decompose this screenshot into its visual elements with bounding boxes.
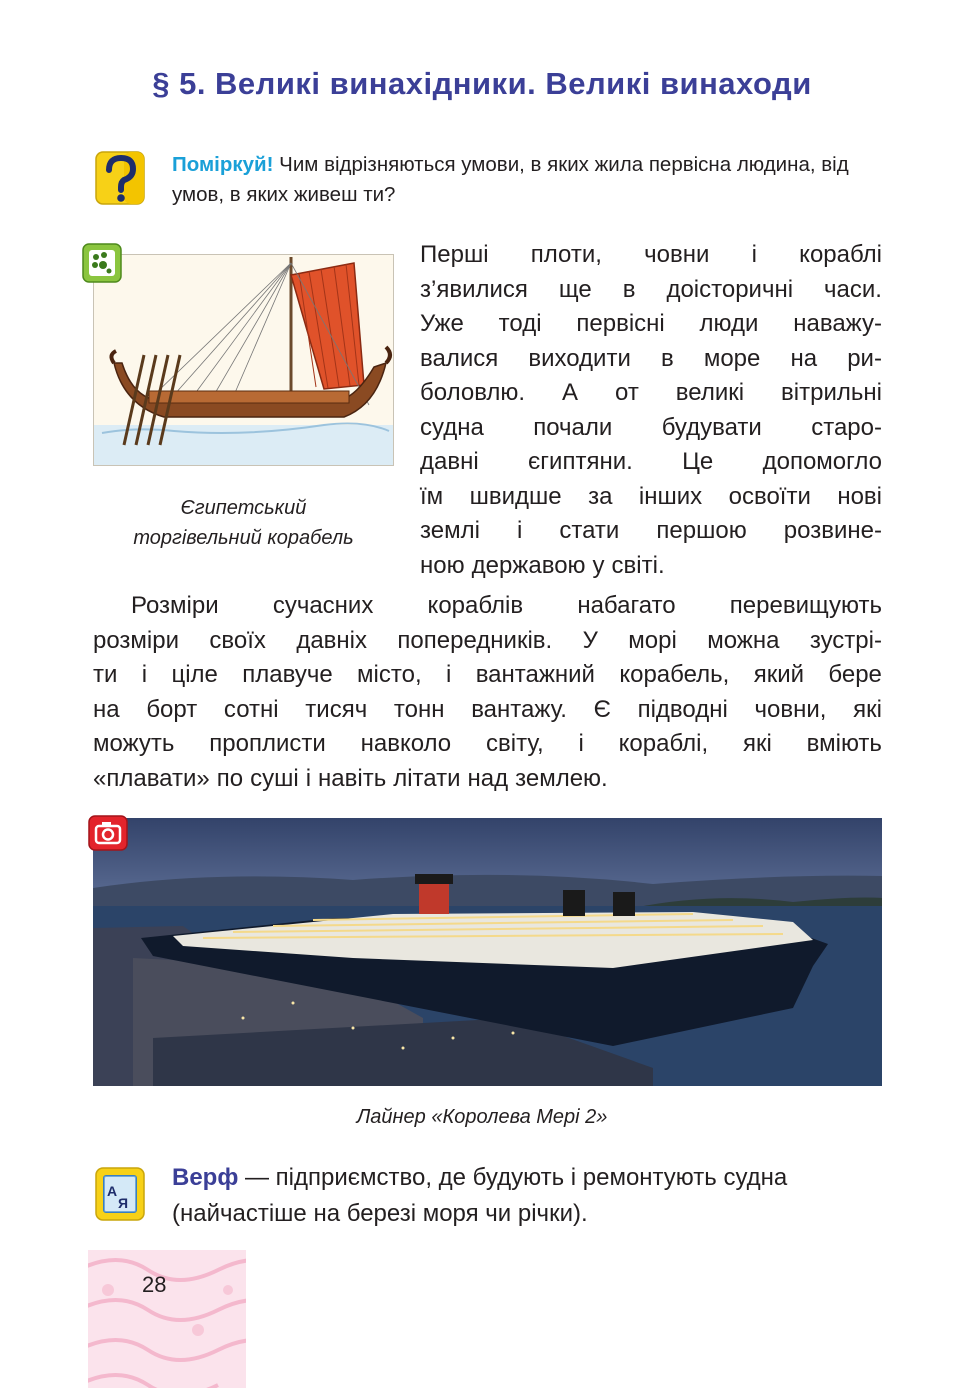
- word: вміють: [806, 730, 882, 757]
- word: плоти,: [530, 241, 602, 268]
- word: у: [592, 551, 605, 579]
- word: кораблі: [799, 241, 882, 268]
- paragraph-modern-ships: [93, 589, 882, 796]
- text-line: [93, 589, 882, 624]
- text-line: [420, 273, 882, 308]
- word: тисяч: [305, 695, 368, 723]
- word: світі.: [611, 551, 665, 579]
- word: сучасних: [272, 592, 374, 619]
- word: стати: [559, 517, 620, 544]
- word: єгиптяни.: [528, 448, 633, 475]
- text-line: [420, 376, 882, 411]
- word: ною: [420, 551, 465, 579]
- word: сотні: [223, 695, 279, 723]
- word: У: [582, 626, 598, 654]
- word: ціле: [171, 661, 218, 688]
- text-line: [420, 445, 882, 480]
- camera-icon: [88, 815, 128, 851]
- text-line: [420, 238, 882, 273]
- page-ornament: [88, 1250, 246, 1388]
- word: старо-: [811, 413, 882, 441]
- word: землі: [420, 517, 480, 544]
- illustration-icon: [82, 243, 122, 283]
- word: перевищують: [729, 592, 882, 619]
- word: і: [516, 517, 523, 544]
- text-line: [93, 762, 882, 797]
- word: вантажний: [475, 661, 595, 688]
- text-line: [420, 514, 882, 549]
- word: суші: [250, 764, 299, 792]
- word: ти: [93, 661, 118, 688]
- section-title: § 5. Великі винахідники. Великі винаходи: [152, 66, 812, 101]
- word: морі: [628, 626, 677, 654]
- word: тоді: [498, 310, 542, 337]
- word: великі: [675, 379, 745, 406]
- definition-body: — підприємство, де будують і ремонтують судна (найчастіше на березі моря чи річки).: [172, 1164, 788, 1227]
- word: в: [660, 344, 674, 372]
- word: Уже: [420, 310, 464, 337]
- word: можуть: [93, 730, 175, 757]
- text-line: [93, 658, 882, 693]
- word: і: [141, 661, 148, 688]
- word: можна: [707, 626, 780, 654]
- word: і: [578, 730, 584, 757]
- word: корабель,: [619, 661, 730, 688]
- text-line: [93, 624, 882, 659]
- think-prompt: [172, 150, 884, 210]
- caption-line: торгівельний корабель: [133, 527, 354, 549]
- word: Це: [682, 448, 714, 475]
- word: на: [93, 695, 120, 723]
- word: які: [742, 730, 772, 757]
- word: на: [790, 344, 818, 372]
- word: човни,: [754, 695, 827, 723]
- word: ще: [558, 275, 592, 303]
- word: бере: [828, 661, 882, 688]
- word: розвине-: [783, 517, 882, 544]
- word: давніх: [296, 626, 368, 654]
- page-number: 28: [142, 1272, 167, 1297]
- word: набагато: [577, 592, 676, 619]
- word: часи.: [824, 275, 882, 303]
- word: які: [853, 695, 882, 723]
- word: от: [615, 379, 639, 406]
- word: Є: [593, 695, 611, 723]
- word: борт: [146, 695, 198, 723]
- word: зустрі-: [809, 626, 882, 654]
- word: в: [622, 275, 636, 303]
- text-line: [93, 693, 882, 728]
- queen-mary-2-liner-photo: [93, 818, 882, 1086]
- text-line: [420, 411, 882, 446]
- word: люди: [699, 310, 759, 337]
- word: підводні: [637, 695, 728, 723]
- think-question: Чим відрізняються умови, в яких жила первісна людина, від умов, в яких живеш ти?: [172, 153, 849, 206]
- text-line: [420, 307, 882, 342]
- word: Розміри: [131, 592, 219, 619]
- word: вітрильні: [781, 379, 882, 406]
- word: Перші: [420, 241, 489, 268]
- word: кораблі,: [618, 730, 709, 757]
- word: і: [305, 764, 312, 792]
- word: місто,: [357, 661, 422, 688]
- word: світу,: [486, 730, 544, 757]
- word: виходити: [528, 344, 631, 372]
- text-line: [420, 480, 882, 515]
- word: допомогло: [762, 448, 882, 475]
- word: попередників.: [397, 626, 553, 654]
- word: навіть: [318, 764, 387, 792]
- word: державою: [471, 551, 586, 579]
- word: першою: [656, 517, 747, 544]
- word: вантажу.: [471, 695, 567, 723]
- word: судна: [420, 413, 484, 441]
- text-line: [93, 727, 882, 762]
- svg-text:А: А: [107, 1183, 118, 1199]
- definition-text: [172, 1160, 884, 1232]
- word: розміри: [93, 626, 180, 654]
- word: літати: [393, 764, 461, 792]
- think-label: Поміркуй!: [172, 153, 274, 176]
- word: навколо: [360, 730, 452, 757]
- word: нові: [837, 482, 882, 510]
- word: який: [753, 661, 805, 688]
- word: первісні: [576, 310, 665, 337]
- word: освоїти: [728, 482, 811, 510]
- word: море: [703, 344, 761, 372]
- word: і: [445, 661, 452, 688]
- svg-text:Я: Я: [118, 1195, 129, 1211]
- definition-term: Верф: [172, 1164, 239, 1191]
- word: давні: [420, 448, 479, 475]
- caption-line: Єгипетський: [180, 497, 307, 519]
- word: інших: [638, 482, 703, 510]
- word: ри-: [847, 344, 882, 372]
- word: почали: [533, 413, 613, 441]
- text-line: [420, 342, 882, 377]
- word: тонн: [393, 695, 445, 723]
- word: проплисти: [209, 730, 326, 757]
- word: кораблів: [427, 592, 524, 619]
- text-line: [420, 549, 882, 584]
- word: доісторичні: [666, 275, 794, 303]
- dictionary-icon: [93, 1166, 149, 1224]
- word: і: [751, 241, 757, 268]
- photo-caption: Лайнер «Королева Мері 2»: [356, 1106, 608, 1128]
- word: над: [467, 764, 509, 792]
- word: землею.: [515, 764, 608, 792]
- word: «плавати»: [93, 764, 210, 792]
- word: будувати: [661, 413, 762, 441]
- word: валися: [420, 344, 499, 372]
- question-mark-icon: [93, 150, 149, 208]
- word: по: [216, 764, 244, 792]
- word: плавуче: [242, 661, 333, 688]
- word: швидше: [469, 482, 562, 510]
- word: з’явилися: [420, 275, 528, 303]
- word: за: [588, 482, 613, 510]
- word: човни: [644, 241, 710, 268]
- figure-caption: [93, 493, 394, 553]
- word: А: [562, 379, 579, 406]
- word: їм: [420, 482, 444, 510]
- word: своїх: [209, 626, 266, 654]
- word: наважу-: [793, 310, 882, 337]
- word: боловлю.: [420, 379, 526, 406]
- egyptian-ship-illustration: [93, 254, 394, 466]
- paragraph-ancient-ships: [420, 238, 882, 583]
